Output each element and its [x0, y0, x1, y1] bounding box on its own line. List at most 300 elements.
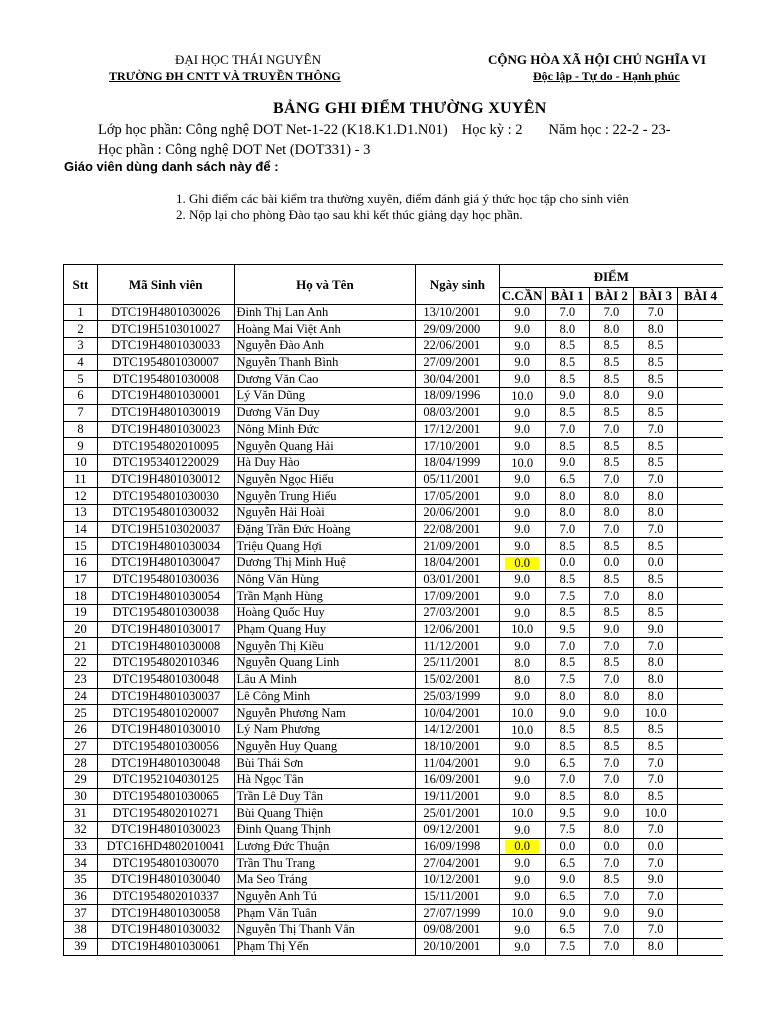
row-dob: 18/04/1999	[416, 454, 499, 471]
row-test-3-score: 7.0	[634, 922, 678, 939]
row-student-id: DTC19H4801030037	[97, 688, 234, 705]
table-row	[64, 788, 724, 805]
republic-title: CỘNG HÒA XÃ HỘI CHỦ NGHĨA VI	[488, 52, 706, 67]
row-test-4-score	[678, 922, 723, 939]
row-attendance-score: 8.0	[499, 671, 545, 688]
row-student-id: DTC19H4801030017	[97, 621, 234, 638]
row-dob: 27/03/2001	[416, 605, 499, 622]
row-test-4-score	[678, 855, 723, 872]
row-attendance-score: 9.0	[499, 638, 545, 655]
table-row	[64, 872, 724, 889]
header-stt: Stt	[64, 265, 98, 305]
row-dob: 08/03/2001	[416, 404, 499, 421]
row-student-id: DTC1954801030065	[97, 788, 234, 805]
row-dob: 15/02/2001	[416, 671, 499, 688]
row-test-4-score	[678, 621, 723, 638]
row-dob: 03/01/2001	[416, 571, 499, 588]
row-stt: 31	[64, 805, 98, 822]
row-test-4-score	[678, 771, 723, 788]
row-full-name: Nguyễn Anh Tú	[234, 888, 416, 905]
row-test-1-score: 8.5	[545, 538, 589, 555]
row-student-id: DTC19H4801030061	[97, 938, 234, 955]
row-full-name: Lương Đức Thuận	[234, 838, 416, 855]
row-student-id: DTC19H4801030048	[97, 755, 234, 772]
row-student-id: DTC19H4801030033	[97, 338, 234, 355]
table-row	[64, 888, 724, 905]
row-test-3-score: 7.0	[634, 638, 678, 655]
row-full-name: Phạm Văn Tuân	[234, 905, 416, 922]
row-dob: 18/09/1996	[416, 388, 499, 405]
row-dob: 30/04/2001	[416, 371, 499, 388]
row-dob: 16/09/2001	[416, 771, 499, 788]
table-row	[64, 488, 724, 505]
row-full-name: Nguyễn Huy Quang	[234, 738, 416, 755]
row-dob: 13/10/2001	[416, 304, 499, 321]
row-attendance-score: 10.0	[499, 905, 545, 922]
row-test-1-score: 8.5	[545, 721, 589, 738]
row-stt: 27	[64, 738, 98, 755]
row-student-id: DTC19H4801030008	[97, 638, 234, 655]
row-attendance-score: 9.0	[499, 521, 545, 538]
row-full-name: Phạm Quang Huy	[234, 621, 416, 638]
table-row	[64, 738, 724, 755]
table-row	[64, 688, 724, 705]
row-stt: 15	[64, 538, 98, 555]
row-student-id: DTC19H5103010027	[97, 321, 234, 338]
row-test-2-score: 0.0	[589, 838, 633, 855]
row-dob: 09/08/2001	[416, 922, 499, 939]
row-test-1-score: 8.5	[545, 605, 589, 622]
row-stt: 39	[64, 938, 98, 955]
row-test-2-score: 0.0	[589, 555, 633, 572]
row-test-4-score	[678, 321, 723, 338]
row-test-3-score: 7.0	[634, 888, 678, 905]
row-test-3-score: 8.5	[634, 404, 678, 421]
row-student-id: DTC1954801020007	[97, 705, 234, 722]
row-test-4-score	[678, 454, 723, 471]
row-stt: 24	[64, 688, 98, 705]
row-full-name: Bùi Thái Sơn	[234, 755, 416, 772]
table-row	[64, 371, 724, 388]
row-stt: 36	[64, 888, 98, 905]
row-test-1-score: 9.0	[545, 905, 589, 922]
row-student-id: DTC19H4801030023	[97, 421, 234, 438]
row-test-1-score: 9.0	[545, 454, 589, 471]
row-test-3-score: 7.0	[634, 304, 678, 321]
row-stt: 16	[64, 555, 98, 572]
header-test-3: BÀI 3	[634, 288, 678, 305]
row-student-id: DTC19H4801030010	[97, 721, 234, 738]
row-full-name: Phạm Thị Yến	[234, 938, 416, 955]
row-attendance-score: 9.0	[499, 855, 545, 872]
row-test-4-score	[678, 471, 723, 488]
row-test-2-score: 7.0	[589, 922, 633, 939]
row-student-id: DTC1954802010346	[97, 655, 234, 672]
row-test-4-score	[678, 555, 723, 572]
row-test-4-score	[678, 738, 723, 755]
row-test-3-score: 8.0	[634, 688, 678, 705]
row-attendance-score: 9.0	[499, 421, 545, 438]
row-attendance-score: 9.0	[499, 588, 545, 605]
row-test-3-score: 7.0	[634, 521, 678, 538]
row-stt: 7	[64, 404, 98, 421]
row-student-id: DTC1954802010337	[97, 888, 234, 905]
row-test-3-score: 7.0	[634, 822, 678, 839]
row-test-3-score: 9.0	[634, 388, 678, 405]
row-attendance-score: 9.0	[499, 688, 545, 705]
table-row	[64, 421, 724, 438]
row-test-3-score: 7.0	[634, 855, 678, 872]
row-test-2-score: 8.0	[589, 688, 633, 705]
grade-rows	[64, 304, 724, 955]
row-dob: 27/04/2001	[416, 855, 499, 872]
row-test-3-score: 9.0	[634, 621, 678, 638]
row-student-id: DTC16HD4802010041	[97, 838, 234, 855]
row-stt: 19	[64, 605, 98, 622]
row-test-3-score: 8.5	[634, 538, 678, 555]
row-stt: 35	[64, 872, 98, 889]
row-test-3-score: 7.0	[634, 771, 678, 788]
row-stt: 22	[64, 655, 98, 672]
row-attendance-score: 9.0	[499, 922, 545, 939]
row-full-name: Nông Minh Đức	[234, 421, 416, 438]
row-full-name: Đinh Thị Lan Anh	[234, 304, 416, 321]
row-full-name: Triệu Quang Hợi	[234, 538, 416, 555]
row-stt: 34	[64, 855, 98, 872]
table-row	[64, 822, 724, 839]
row-full-name: Trần Thu Trang	[234, 855, 416, 872]
table-row	[64, 655, 724, 672]
row-full-name: Nguyễn Phương Nam	[234, 705, 416, 722]
row-student-id: DTC19H4801030023	[97, 822, 234, 839]
row-stt: 18	[64, 588, 98, 605]
row-test-3-score: 8.5	[634, 338, 678, 355]
note-item-2: 2. Nộp lại cho phòng Đào tạo sau khi kết thúc giảng dạy học phần.	[176, 207, 523, 222]
row-attendance-score: 9.0	[499, 304, 545, 321]
row-test-2-score: 7.0	[589, 521, 633, 538]
row-test-2-score: 8.5	[589, 721, 633, 738]
row-test-2-score: 7.0	[589, 421, 633, 438]
row-stt: 29	[64, 771, 98, 788]
row-test-4-score	[678, 905, 723, 922]
row-test-2-score: 8.0	[589, 504, 633, 521]
row-stt: 33	[64, 838, 98, 855]
row-test-3-score: 7.0	[634, 421, 678, 438]
row-attendance-score: 9.0	[499, 571, 545, 588]
row-test-1-score: 6.5	[545, 471, 589, 488]
school-year: Năm học : 22-2 - 23-	[548, 122, 671, 138]
row-dob: 19/11/2001	[416, 788, 499, 805]
row-full-name: Dương Văn Duy	[234, 404, 416, 421]
semester: Học kỳ : 2	[461, 122, 523, 138]
row-attendance-score: 9.0	[499, 354, 545, 371]
row-dob: 18/10/2001	[416, 738, 499, 755]
row-test-4-score	[678, 438, 723, 455]
row-test-4-score	[678, 688, 723, 705]
table-row	[64, 938, 724, 955]
row-full-name: Bùi Quang Thiện	[234, 805, 416, 822]
row-stt: 32	[64, 822, 98, 839]
row-test-2-score: 8.5	[589, 438, 633, 455]
motto: Độc lập - Tự do - Hạnh phúc	[533, 69, 680, 83]
row-test-2-score: 7.0	[589, 671, 633, 688]
row-student-id: DTC19H4801030012	[97, 471, 234, 488]
row-test-4-score	[678, 671, 723, 688]
row-test-4-score	[678, 822, 723, 839]
row-full-name: Nguyễn Thị Thanh Vân	[234, 922, 416, 939]
row-test-3-score: 9.0	[634, 905, 678, 922]
row-full-name: Lý Nam Phương	[234, 721, 416, 738]
row-test-4-score	[678, 588, 723, 605]
row-dob: 27/09/2001	[416, 354, 499, 371]
row-full-name: Hà Ngọc Tân	[234, 771, 416, 788]
row-stt: 14	[64, 521, 98, 538]
row-dob: 29/09/2000	[416, 321, 499, 338]
row-dob: 17/05/2001	[416, 488, 499, 505]
row-test-1-score: 0.0	[545, 838, 589, 855]
row-dob: 10/12/2001	[416, 872, 499, 889]
row-test-1-score: 0.0	[545, 555, 589, 572]
row-student-id: DTC1954801030070	[97, 855, 234, 872]
row-full-name: Đinh Quang Thịnh	[234, 822, 416, 839]
row-full-name: Dương Thị Minh Huệ	[234, 555, 416, 572]
row-test-2-score: 7.0	[589, 755, 633, 772]
row-test-2-score: 8.0	[589, 388, 633, 405]
class-info-line	[98, 122, 671, 139]
header-attendance: C.CẦN	[499, 288, 545, 305]
row-test-1-score: 8.5	[545, 655, 589, 672]
row-test-1-score: 9.0	[545, 388, 589, 405]
row-test-2-score: 7.0	[589, 771, 633, 788]
row-stt: 28	[64, 755, 98, 772]
row-dob: 22/08/2001	[416, 521, 499, 538]
header-test-1: BÀI 1	[545, 288, 589, 305]
row-dob: 17/09/2001	[416, 588, 499, 605]
row-attendance-score-cell	[499, 555, 545, 572]
row-test-3-score: 0.0	[634, 555, 678, 572]
row-test-4-score	[678, 788, 723, 805]
row-full-name: Nguyễn Trung Hiếu	[234, 488, 416, 505]
row-test-1-score: 8.5	[545, 438, 589, 455]
table-row	[64, 304, 724, 321]
row-test-2-score: 8.5	[589, 738, 633, 755]
row-full-name: Nông Văn Hùng	[234, 571, 416, 588]
table-row	[64, 471, 724, 488]
row-test-3-score: 10.0	[634, 805, 678, 822]
row-attendance-score: 10.0	[499, 454, 545, 471]
row-test-2-score: 9.0	[589, 905, 633, 922]
row-test-3-score: 10.0	[634, 705, 678, 722]
row-test-1-score: 8.0	[545, 504, 589, 521]
row-test-1-score: 8.0	[545, 488, 589, 505]
row-test-2-score: 9.0	[589, 805, 633, 822]
row-dob: 25/03/1999	[416, 688, 499, 705]
row-test-2-score: 8.5	[589, 655, 633, 672]
row-stt: 26	[64, 721, 98, 738]
row-dob: 17/12/2001	[416, 421, 499, 438]
row-test-1-score: 7.5	[545, 938, 589, 955]
table-row	[64, 755, 724, 772]
row-student-id: DTC1954801030032	[97, 504, 234, 521]
row-test-4-score	[678, 938, 723, 955]
row-student-id: DTC19H4801030026	[97, 304, 234, 321]
row-full-name: Lâu A Minh	[234, 671, 416, 688]
row-stt: 10	[64, 454, 98, 471]
row-test-3-score: 8.0	[634, 588, 678, 605]
row-student-id: DTC1954801030048	[97, 671, 234, 688]
row-test-3-score: 8.5	[634, 438, 678, 455]
table-row	[64, 705, 724, 722]
row-attendance-score: 9.0	[499, 338, 545, 355]
row-attendance-score: 9.0	[499, 488, 545, 505]
row-attendance-score: 9.0	[499, 504, 545, 521]
row-test-4-score	[678, 571, 723, 588]
row-stt: 12	[64, 488, 98, 505]
row-attendance-score-cell	[499, 838, 545, 855]
table-row	[64, 905, 724, 922]
row-attendance-score: 8.0	[499, 655, 545, 672]
row-student-id: DTC19H4801030001	[97, 388, 234, 405]
row-test-2-score: 7.0	[589, 888, 633, 905]
row-test-2-score: 8.5	[589, 354, 633, 371]
row-test-1-score: 8.5	[545, 354, 589, 371]
row-test-4-score	[678, 805, 723, 822]
grades-table	[63, 264, 723, 956]
row-test-3-score: 8.5	[634, 721, 678, 738]
row-full-name: Nguyễn Đào Anh	[234, 338, 416, 355]
row-test-2-score: 8.5	[589, 338, 633, 355]
row-test-4-score	[678, 354, 723, 371]
row-attendance-score: 9.0	[499, 788, 545, 805]
table-row	[64, 922, 724, 939]
row-student-id: DTC1954802010271	[97, 805, 234, 822]
row-dob: 14/12/2001	[416, 721, 499, 738]
row-test-4-score	[678, 655, 723, 672]
row-test-1-score: 6.5	[545, 855, 589, 872]
row-test-4-score	[678, 721, 723, 738]
row-attendance-score: 10.0	[499, 388, 545, 405]
row-test-1-score: 8.0	[545, 688, 589, 705]
row-test-2-score: 7.0	[589, 855, 633, 872]
row-dob: 27/07/1999	[416, 905, 499, 922]
row-attendance-score: 9.0	[499, 321, 545, 338]
row-dob: 10/04/2001	[416, 705, 499, 722]
row-student-id: DTC1953401220029	[97, 454, 234, 471]
row-test-1-score: 6.5	[545, 922, 589, 939]
row-dob: 20/10/2001	[416, 938, 499, 955]
row-student-id: DTC19H4801030034	[97, 538, 234, 555]
row-test-1-score: 8.5	[545, 371, 589, 388]
table-row	[64, 621, 724, 638]
row-dob: 11/04/2001	[416, 755, 499, 772]
row-test-2-score: 7.0	[589, 471, 633, 488]
row-test-3-score: 0.0	[634, 838, 678, 855]
row-test-4-score	[678, 371, 723, 388]
row-dob: 22/06/2001	[416, 338, 499, 355]
row-test-2-score: 8.0	[589, 488, 633, 505]
row-full-name: Lê Công Minh	[234, 688, 416, 705]
row-dob: 21/09/2001	[416, 538, 499, 555]
row-attendance-score: 9.0	[499, 605, 545, 622]
row-test-2-score: 8.0	[589, 822, 633, 839]
row-stt: 21	[64, 638, 98, 655]
row-test-1-score: 6.5	[545, 755, 589, 772]
row-test-1-score: 7.5	[545, 671, 589, 688]
row-test-4-score	[678, 755, 723, 772]
row-stt: 37	[64, 905, 98, 922]
row-full-name: Lý Văn Dũng	[234, 388, 416, 405]
row-attendance-score: 9.0	[499, 404, 545, 421]
table-row	[64, 555, 724, 572]
row-test-3-score: 9.0	[634, 872, 678, 889]
row-stt: 9	[64, 438, 98, 455]
table-row	[64, 321, 724, 338]
row-test-3-score: 8.0	[634, 504, 678, 521]
row-attendance-score: 9.0	[499, 822, 545, 839]
row-student-id: DTC1954801030007	[97, 354, 234, 371]
row-attendance-score: 9.0	[499, 872, 545, 889]
row-test-4-score	[678, 888, 723, 905]
row-stt: 23	[64, 671, 98, 688]
row-attendance-score: 10.0	[499, 721, 545, 738]
row-test-3-score: 8.0	[634, 488, 678, 505]
row-attendance-score: 9.0	[499, 538, 545, 555]
row-full-name: Nguyễn Quang Hải	[234, 438, 416, 455]
row-test-1-score: 9.5	[545, 621, 589, 638]
row-attendance-score: 0.0	[505, 557, 539, 570]
row-stt: 20	[64, 621, 98, 638]
header-student-id: Mã Sinh viên	[97, 265, 234, 305]
row-student-id: DTC19H4801030047	[97, 555, 234, 572]
row-test-2-score: 8.5	[589, 571, 633, 588]
row-stt: 5	[64, 371, 98, 388]
table-row	[64, 771, 724, 788]
row-test-2-score: 8.0	[589, 321, 633, 338]
row-attendance-score: 0.0	[505, 840, 539, 853]
row-test-4-score	[678, 304, 723, 321]
row-stt: 25	[64, 705, 98, 722]
row-test-1-score: 7.0	[545, 304, 589, 321]
row-full-name: Trần Lê Duy Tân	[234, 788, 416, 805]
row-dob: 09/12/2001	[416, 822, 499, 839]
table-row	[64, 671, 724, 688]
row-test-3-score: 8.5	[634, 354, 678, 371]
row-test-2-score: 7.0	[589, 304, 633, 321]
row-test-2-score: 8.5	[589, 404, 633, 421]
row-full-name: Nguyễn Hải Hoài	[234, 504, 416, 521]
row-stt: 4	[64, 354, 98, 371]
row-test-1-score: 8.5	[545, 788, 589, 805]
row-student-id: DTC1954802010095	[97, 438, 234, 455]
row-attendance-score: 9.0	[499, 938, 545, 955]
row-test-1-score: 9.5	[545, 805, 589, 822]
row-test-2-score: 7.0	[589, 588, 633, 605]
row-stt: 30	[64, 788, 98, 805]
row-attendance-score: 9.0	[499, 755, 545, 772]
table-row	[64, 538, 724, 555]
row-test-1-score: 7.0	[545, 521, 589, 538]
row-full-name: Dương Văn Cao	[234, 371, 416, 388]
row-student-id: DTC19H4801030019	[97, 404, 234, 421]
row-full-name: Hà Duy Hào	[234, 454, 416, 471]
row-student-id: DTC19H4801030040	[97, 872, 234, 889]
row-full-name: Hoàng Mai Việt Anh	[234, 321, 416, 338]
row-test-1-score: 8.5	[545, 404, 589, 421]
document-title: BẢNG GHI ĐIỂM THƯỜNG XUYÊN	[273, 100, 547, 117]
row-test-1-score: 7.5	[545, 588, 589, 605]
row-test-2-score: 8.0	[589, 788, 633, 805]
row-stt: 8	[64, 421, 98, 438]
